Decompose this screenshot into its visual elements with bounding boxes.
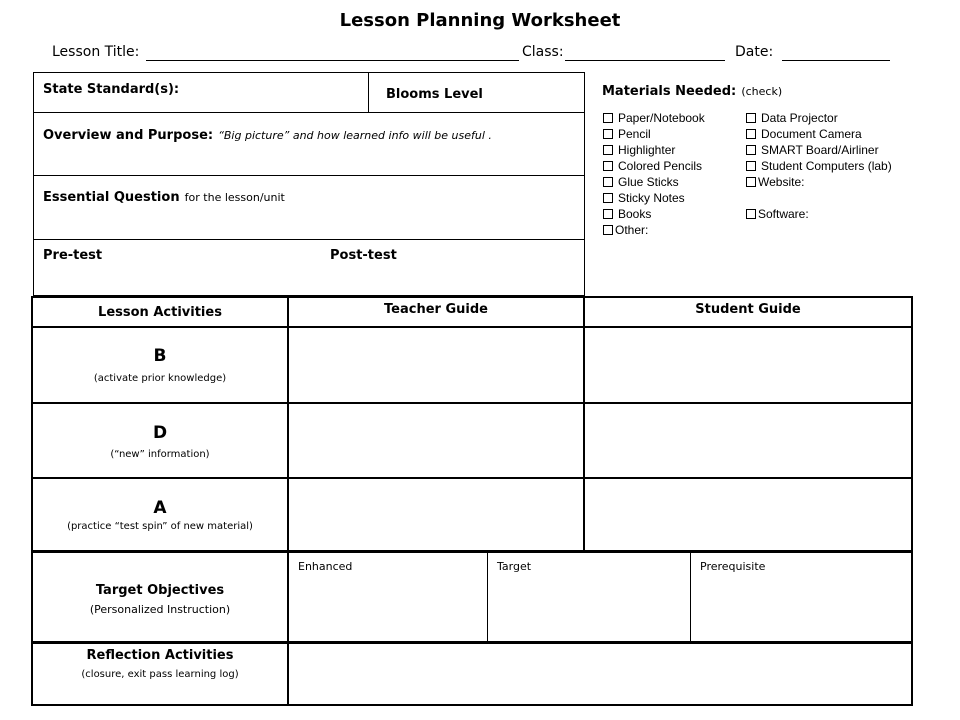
material-item[interactable]: Books (603, 206, 705, 222)
checkbox-icon (746, 113, 756, 123)
checkbox-icon (746, 129, 756, 139)
blooms-level-label: Blooms Level (386, 87, 483, 102)
checkbox-icon (603, 161, 613, 171)
row-desc-b: (activate prior knowledge) (93, 373, 227, 384)
material-item[interactable]: Colored Pencils (603, 158, 705, 174)
checkbox-icon (603, 129, 613, 139)
materials-heading: Materials Needed: (602, 84, 737, 99)
teacher-guide-cell[interactable] (290, 328, 582, 401)
overview-row (43, 124, 492, 143)
col-enhanced: Enhanced (298, 560, 353, 573)
material-item[interactable]: Glue Sticks (603, 174, 705, 190)
student-guide-cell[interactable] (586, 479, 911, 550)
reflection-cell[interactable] (290, 644, 911, 704)
row-letter-a: A (153, 498, 167, 518)
materials-heading-note: (check) (741, 85, 783, 98)
checkbox-icon (746, 177, 756, 187)
class-label: Class: (522, 44, 564, 60)
checkbox-icon (603, 193, 613, 203)
divider (33, 112, 585, 113)
divider (33, 175, 585, 176)
checkbox-icon (746, 209, 756, 219)
materials-heading-row (602, 80, 782, 99)
divider (287, 642, 289, 706)
divider (583, 296, 585, 552)
checkbox-icon (603, 209, 613, 219)
reflection-label: Reflection Activities (86, 648, 234, 663)
lesson-title-label: Lesson Title: (52, 44, 140, 60)
material-item[interactable]: Sticky Notes (603, 190, 705, 206)
row-desc-a: (practice “test spin” of new material) (67, 521, 253, 532)
divider (287, 296, 289, 552)
material-item[interactable]: Document Camera (746, 126, 892, 142)
checkbox-icon (603, 225, 613, 235)
col-header-lesson-activities: Lesson Activities (98, 305, 222, 320)
lesson-info-block (33, 72, 585, 296)
checkbox-icon (603, 113, 613, 123)
reflection-sub: (closure, exit pass learning log) (81, 669, 239, 680)
col-prerequisite: Prerequisite (700, 560, 766, 573)
posttest-label: Post-test (330, 248, 397, 263)
lesson-title-field[interactable] (146, 60, 519, 61)
row-desc-d: (“new” information) (110, 449, 210, 460)
material-item[interactable]: Pencil (603, 126, 705, 142)
divider (487, 551, 488, 643)
material-item[interactable]: SMART Board/Airliner (746, 142, 892, 158)
essential-question-label: Essential Question (43, 190, 180, 205)
page-title: Lesson Planning Worksheet (339, 10, 621, 31)
overview-label: Overview and Purpose (43, 128, 208, 143)
divider (368, 72, 369, 113)
essential-question-note: for the lesson/unit (184, 191, 285, 204)
materials-list-right (746, 110, 892, 222)
essential-row (43, 186, 285, 205)
row-letter-d: D (152, 423, 168, 443)
material-item[interactable]: Other: (603, 222, 705, 238)
col-header-student-guide: Student Guide (695, 302, 801, 317)
teacher-guide-cell[interactable] (290, 404, 582, 476)
date-field[interactable] (782, 60, 890, 61)
student-guide-cell[interactable] (586, 404, 911, 476)
overview-note: “Big picture” and how learned info will be useful . (218, 129, 492, 142)
pretest-label: Pre-test (43, 248, 103, 263)
date-label: Date: (735, 44, 774, 60)
divider (287, 551, 289, 643)
material-item[interactable]: Website: (746, 174, 892, 190)
checkbox-icon (746, 145, 756, 155)
materials-list-left (603, 110, 705, 238)
col-target: Target (497, 560, 532, 573)
class-field[interactable] (565, 60, 725, 61)
target-objectives-sub: (Personalized Instruction) (89, 603, 231, 616)
row-letter-b: B (153, 346, 167, 366)
state-standards-label: State Standard(s): (43, 82, 180, 97)
col-header-teacher-guide: Teacher Guide (384, 302, 488, 317)
divider (33, 239, 585, 240)
spacer (746, 190, 892, 206)
checkbox-icon (603, 145, 613, 155)
teacher-guide-cell[interactable] (290, 479, 582, 550)
student-guide-cell[interactable] (586, 328, 911, 401)
material-item[interactable]: Software: (746, 206, 892, 222)
divider (690, 551, 691, 643)
material-item[interactable]: Highlighter (603, 142, 705, 158)
checkbox-icon (603, 177, 613, 187)
material-item[interactable]: Student Computers (lab) (746, 158, 892, 174)
overview-colon: : (207, 128, 214, 143)
checkbox-icon (746, 161, 756, 171)
target-objectives-label: Target Objectives (95, 583, 225, 598)
material-item[interactable]: Data Projector (746, 110, 892, 126)
material-item[interactable]: Paper/Notebook (603, 110, 705, 126)
